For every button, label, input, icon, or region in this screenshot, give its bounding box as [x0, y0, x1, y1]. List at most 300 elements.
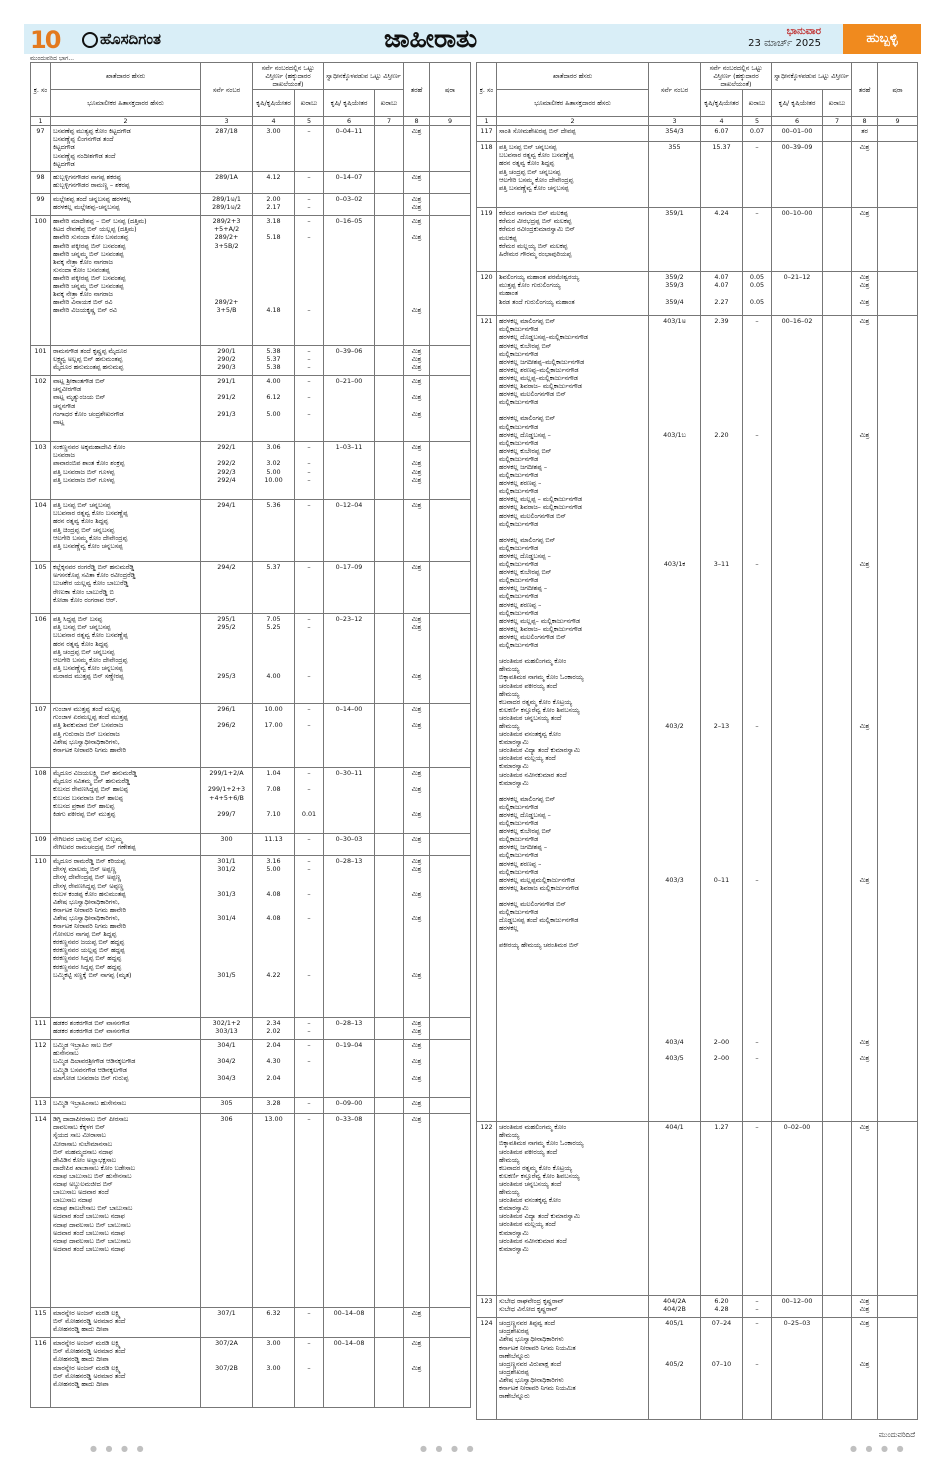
- table-row: [31, 1308, 471, 1338]
- col-header-kharab: ಖರಾಬು: [295, 90, 324, 117]
- acquired-area: 0–12–04: [324, 500, 375, 562]
- tree-type: ತರ: [852, 126, 878, 142]
- total-area: 3.00: [253, 126, 295, 172]
- row-number: 115: [31, 1308, 51, 1338]
- survey-number: 291/1 291/2 291/3: [201, 376, 253, 442]
- survey-number: 289/1ಅ/1 289/1ಅ/2: [201, 194, 253, 216]
- column-index-row: [31, 117, 471, 126]
- tree-type: ಮಿಶ್ರ ಮಿಶ್ರ: [404, 1338, 430, 1408]
- owner-names: ಶಿವಲಿಂಗಯ್ಯ ಮಹಾಂತ ಪರಮೇಶ್ವರಯ್ಯ ಮುತ್ತಪ್ಪ ಕೋಂ ಗುರುಲಿಂಗಯ್ಯ ಮಹಾಂತ ಶಿರಡ ತಂದೆ ಗುರುಲಿಂಗಯ್ಯ ಮಹಾಂತ: [497, 272, 649, 316]
- survey-number: 295/1 295/2 295/3: [201, 614, 253, 704]
- acquired-area: 0–17–09: [324, 562, 375, 614]
- total-area: 3.16 5.00 4.08 4.08 4.22: [253, 856, 295, 1018]
- tree-type: ಮಿಶ್ರ ಮಿಶ್ರ ಮಿಶ್ರ: [404, 346, 430, 376]
- continued-label: ಮುಂದುವರಿದ ಭಾಗ...: [30, 55, 75, 62]
- survey-number: 294/2: [201, 562, 253, 614]
- tree-type: ಮಿಶ್ರ: [852, 208, 878, 272]
- row-number: 107: [31, 704, 51, 768]
- tree-type: ಮಿಶ್ರ ಮಿಶ್ರ ಮಿಶ್ರ: [404, 1040, 430, 1098]
- row-number: 104: [31, 500, 51, 562]
- kharab-area: – – – –: [295, 442, 324, 500]
- owner-names: ಮಾರನ್ನೇರ ಅಂಜನ್ ಮರಡಿ ಲಕ್ಷ್ಮಿ ಬಿನ್ ಮೋಹನರಡ್ಡಿ ಅರಮಾರ ತಂದೆ ಮೋಹನರಡ್ಡಿ ಹಾದು ದೀಪಾ ಮಾರನ್ನೇರ ಅಂಜನ್ ಮರಡಿ ಲಕ್ಷ್ಮಿ ಬಿನ್ ಮೋಹನರಡ್ಡಿ ಅರಮಾರ ತಂದೆ ಮೋಹನರಡ್ಡಿ ಹಾದು ದೀಪಾ: [51, 1338, 201, 1408]
- owner-names: ಹರಳಕಲ್ಲ ಮಾಲಿಂಗಪ್ಪ ಬಿನ್ ಮಲ್ಲಿಕಾರ್ಜುನಗೌಡ ಹರಳಕಲ್ಲ ದೊಡ್ಡಬಸಪ್ಪ–ಮಲ್ಲಿಕಾರ್ಜುನಗೌಡ ಹರಳಕಲ್ಲ ಕುಬೇರಪ್ಪ ಬಿನ್ ಮಲ್ಲಿಕಾರ್ಜುನಗೌಡ ಹರಳಕಲ್ಲ ಜಗದೀಶಪ್ಪ–ಮಲ್ಲಿಕಾರ್ಜುನಗೌಡ ಹರಳಕಲ್ಲ ಶರಣಪ್ಪ–ಮಲ್ಲಿಕಾರ್ಜುನಗೌಡ ಹರಳಕಲ್ಲ ಮಲ್ಲಪ್ಪ–ಮಲ್ಲಿಕಾರ್ಜುನಗೌಡ ಹರಳಕಲ್ಲ ಶಿವರಾಜ– ಮಲ್ಲಿಕಾರ್ಜುನಗೌಡ ಹರಳಕಲ್ಲ ಮಲಲಿಂಗನಗೌಡ ಬಿನ್ ಮಲ್ಲಿಕಾರ್ಜುನಗೌಡ ಹರಳಕಲ್ಲ ಮಾಲಿಂಗಪ್ಪ ಬಿನ್ ಮಲ್ಲಿಕಾರ್ಜುನಗೌಡ ಹರಳಕಲ್ಲ ದೊಡ್ಡಬಸಪ್ಪ – ಮಲ್ಲಿಕಾರ್ಜುನಗೌಡ ಹರಳಕಲ್ಲ ಕುಬೇರಪ್ಪ ಬಿನ್ ಮಲ್ಲಿಕಾರ್ಜುನಗೌಡ ಹರಳಕಲ್ಲ ಜಗದೀಶಪ್ಪ – ಮಲ್ಲಿಕಾರ್ಜುನಗೌಡ ಹರಳಕಲ್ಲ ಶರಣಪ್ಪ – ಮಲ್ಲಿಕಾರ್ಜುನಗೌಡ ಹರಳಕಲ್ಲ ಮಲ್ಲಪ್ಪ – ಮಲ್ಲಿಕಾರ್ಜುನಗೌಡ ಹರಳಕಲ್ಲ ಶಿವರಾಜ– ಮಲ್ಲಿಕಾರ್ಜುನಗೌಡ ಹರಳಕಲ್ಲ ಮಲಲಿಂಗನಗೌಡ ಬಿನ್ ಮಲ್ಲಿಕಾರ್ಜುನಗೌಡ ಹರಳಕಲ್ಲ ಮಾಲಿಂಗಪ್ಪ ಬಿನ್ ಮಲ್ಲಿಕಾರ್ಜುನಗೌಡ ಹರಳಕಲ್ಲ ದೊಡ್ಡಬಸಪ್ಪ – ಮಲ್ಲಿಕಾರ್ಜುನಗೌಡ ಹರಳಕಲ್ಲ ಕುಬೇರಪ್ಪ ಬಿನ್ ಮಲ್ಲಿಕಾರ್ಜುನಗೌಡ ಹರಳಕಲ್ಲ ಜಗದೀಶಪ್ಪ – ಮಲ್ಲಿಕಾರ್ಜುನಗೌಡ ಹರಳಕಲ್ಲ ಶರಣಪ್ಪ – ಮಲ್ಲಿಕಾರ್ಜುನಗೌಡ ಹರಳಕಲ್ಲ ಮಲ್ಲಪ್ಪ– ಮಲ್ಲಿಕಾರ್ಜುನಗೌಡ ಹರಳಕಲ್ಲ ಶಿವರಾಜ– ಮಲ್ಲಿಕಾರ್ಜುನಗೌಡ ಹರಳಕಲ್ಲ ಮಲಲಿಂಗನಗೌಡ ಬಿನ್ ಮಲ್ಲಿಕಾರ್ಜುನಗೌಡ ಚರಂತಿಮಠ ಮಹಲಿಂಗಮ್ಮ ಕೋಂ ಹೇಮಯ್ಯ ಬಿಕ್ಕಾವತಿಮಠ ನಾಗಮ್ಮ ಕೋಂ ಓಂಕಾರಯ್ಯ ಚರಂತಿಮಠ ಪಕೀರಯ್ಯ ತಂದೆ ಹೇಮಯ್ಯ ಕಬವಾದರ ರತ್ನಮ್ಮ ಕೋಂ ಕೊಟ್ರಯ್ಯ ಕುಲಕರ್ಣಿ ಕಸ್ತೂರೆವ್ವ ಕೋಂ ಶಿವಬಸಯ್ಯ ಚರಂತಿಮಠ ಚನ್ನಬಸಯ್ಯ ತಂದೆ ಹೇಮಯ್ಯ ಚರಂತಿಮಠ ವಸಂತಕ್ಕವ್ವ ಕೋಂ ಕುಮಾರಸ್ವಾಮಿ ಚರಂತಿಮಠ ವಿದ್ಯಾ ತಂದೆ ಕುಮಾರಸ್ವಾಮಿ ಚರಂತಿಮಠ ಮಲ್ಲಯ್ಯ ತಂದೆ ಕುಮಾರಸ್ವಾಮಿ ಚರಂತಿಮಠ ನವೀನಕುಮಾರ ತಂದೆ ಕುಮಾರಸ್ವಾಮಿ ಹರಳಕಲ್ಲ ಮಾಲಿಂಗಪ್ಪ ಬಿನ್ ಮಲ್ಲಿಕಾರ್ಜುನಗೌಡ ಹರಳಕಲ್ಲ ದೊಡ್ಡಬಸಪ್ಪ – ಮಲ್ಲಿಕಾರ್ಜುನಗೌಡ ಹರಳಕಲ್ಲ ಕುಬೇರಪ್ಪ ಬಿನ್ ಮಲ್ಲಿಕಾರ್ಜುನಗೌಡ ಹರಳಕಲ್ಲ ಜಗದೀಶಪ್ಪ – ಮಲ್ಲಿಕಾರ್ಜುನಗೌಡ ಹರಳಕಲ್ಲ ಶರಣಪ್ಪ – ಮಲ್ಲಿಕಾರ್ಜುನಗೌಡ ಹರಳಕಲ್ಲ ಮಲ್ಲಪ್ಪಮಲ್ಲಿಕಾರ್ಜುನಗೌಡ ಹರಳಕಲ್ಲ ಶಿವರಾಜ ಮಲ್ಲಿಕಾರ್ಜುನಗೌಡ ಹರಳಕಲ್ಲ ಮಲಲಿಂಗನಗೌಡ ಬಿನ್ ಮಲ್ಲಿಕಾರ್ಜುನಗೌಡ ದೊಡ್ಡಬಸಪ್ಪ ತಂದೆ ಮಲ್ಲಿಕಾರ್ಜುನಗೌಡ ಹರಳಕಲ್ಲ ಪಕೀರಯ್ಯ ಹೇಮಯ್ಯ ಚರಂತಿಮಠ ಬಿನ್: [497, 316, 649, 1122]
- table-row: [31, 126, 471, 172]
- kharab-area: – –: [295, 1040, 324, 1098]
- kharab-area: – – – – –: [295, 856, 324, 1018]
- acquired-area: 1–03–11: [324, 442, 375, 500]
- total-area: 2.39 2.20 3–11 2–13 0–11 2–00 2–00: [701, 316, 743, 1122]
- row-number: 100: [31, 216, 51, 346]
- column-index: 5: [295, 117, 324, 126]
- acquired-kharab: [823, 1296, 852, 1318]
- tree-type: ಮಿಶ್ರ ಮಿಶ್ರ ಮಿಶ್ರ: [404, 216, 430, 346]
- remarks: [430, 500, 471, 562]
- total-area: 3.28: [253, 1098, 295, 1114]
- total-area: 2.04 4.30 2.04: [253, 1040, 295, 1098]
- column-index: 9: [430, 117, 471, 126]
- kharab-area: – –: [295, 1338, 324, 1408]
- table-row: [477, 316, 918, 1122]
- column-index: 8: [404, 117, 430, 126]
- acquired-area: 0–14–00: [324, 704, 375, 768]
- owner-names: ವಾಟ್ಲ ಶ್ರೀಕಾಂತಗೌಡ ಬಿನ್ ಚನ್ನವೀರಗೌಡ ವಾಟ್ಲ ಮೃತ್ಯುಂಜಯ ಬಿನ್ ಚನ್ನನಗೌಡ ಗಂಗಾಧರ ಕೋಂ ಚಂದ್ರಶೇಖರಗೌಡ ವಾಟ್ಲ: [51, 376, 201, 442]
- column-index: 9: [878, 117, 918, 126]
- tree-type: ಮಿಶ್ರ ಮಿಶ್ರ ಮಿಶ್ರ ಮಿಶ್ರ: [404, 442, 430, 500]
- tree-type: ಮಿಶ್ರ: [404, 834, 430, 856]
- remarks: [430, 1308, 471, 1338]
- table-row: [31, 768, 471, 834]
- total-area: 4.00 6.12 5.00: [253, 376, 295, 442]
- kharab-area: –: [295, 1308, 324, 1338]
- remarks: [430, 376, 471, 442]
- acquired-kharab: [823, 1122, 852, 1296]
- col-header-agri-acquire: ಕೃಷಿ/ ಕೃಷಿಯೇತರ: [772, 90, 823, 117]
- acquired-kharab: [375, 442, 404, 500]
- table-row: [31, 1018, 471, 1040]
- total-area: 4.24: [701, 208, 743, 272]
- row-number: 110: [31, 856, 51, 1018]
- print-registration-marks: ● ● ● ●: [420, 1444, 477, 1453]
- survey-number: 405/1 405/2: [649, 1318, 701, 1420]
- owner-names: ಬಮ್ಮಿಡಿ ಇಬ್ರಾಹಿಂಸಾಬ ಹುಸೇನಸಾಬ: [51, 1098, 201, 1114]
- column-index: 4: [253, 117, 295, 126]
- row-number: 118: [477, 142, 497, 208]
- acquired-area: 00–14–08: [324, 1308, 375, 1338]
- kharab-area: –: [295, 126, 324, 172]
- acquired-kharab: [375, 856, 404, 1018]
- row-number: 123: [477, 1296, 497, 1318]
- section-banner: ಜಾಹೀರಾತು: [384, 24, 478, 53]
- owner-names: ಪತ್ತಿ ಸಿದ್ದಪ್ಪ ಬಿನ್ ಬಸಪ್ಪ ಪತ್ತಿ ಬಸಪ್ಪ ಬಿನ್ ಚನ್ನಬಸಪ್ಪ ಬಬವನಾರ ರತ್ನವ್ವ ಕೋಂ ಬಸವಣ್ಣೆಪ್ಪ ಹರನ ರತ್ನವ್ವ ಕೋಂ ಶಿದ್ದಪ್ಪ ಪತ್ತಿ ಚಂದ್ರಪ್ಪ ಬಿನ್ ಚನ್ನಬಸಪ್ಪ ಆಲಗೇರಿ ಬಸಮ್ಮ ಕೋಂ ದೇವೇಂದ್ರಪ್ಪ ಪತ್ತಿ ಬಸವಣ್ಣೆವ್ವ ಕೋಂ ಚನ್ನಬಸಪ್ಪ ಮರಾಠದ ಮುತ್ತಪ್ಪ ಬಿನ್ ಸಣ್ಣೇರಪ್ಪ: [51, 614, 201, 704]
- table-row: [31, 442, 471, 500]
- col-header-area: ಸರ್ವೆ ನಂಬರದಲ್ಲಿನ ಒಟ್ಟು ವಿಸ್ತೀರ್ಣ (ಹಕ್ಕುದಾರರ ದಾಖಲೆಯಂತೆ): [253, 63, 324, 90]
- row-number: 102: [31, 376, 51, 442]
- acquired-kharab: [823, 316, 852, 1122]
- total-area: 2.00 2.17: [253, 194, 295, 216]
- owner-names: ಮಲ್ಲೇಶಪ್ಪ ತಂದೆ ಚನ್ನಬಸಪ್ಪ ಹರಳಕಲ್ಲ ಹರಳಕಲ್ಲ ಮಲ್ಲೇಶಪ್ಪ–ಚನ್ನಬಸಪ್ಪ: [51, 194, 201, 216]
- total-area: 6.07: [701, 126, 743, 142]
- tree-type: ಮಿಶ್ರ ಮಿಶ್ರ ಮಿಶ್ರ: [852, 272, 878, 316]
- acquired-area: 0–03–02: [324, 194, 375, 216]
- column-index: 8: [852, 117, 878, 126]
- owner-names: ಮೈದೂರ ವಿಜಯಲಕ್ಷ್ಮಿ ಬಿನ್ ಹನುಮರೆಡ್ಡಿ ಮೈದೂರ ಸವಿತಮ್ಮ ಬಿನ್ ಹನುಮರೆಡ್ಡಿ ಕುಬಸದ ರೇವಣಸಿದ್ದಪ್ಪ ಬಿನ್ ಹಾಲಪ್ಪ ಕುಬಸದ ಬಸವರಾಜ ಬಿನ್ ಹಾಲಪ್ಪ ಕುಬಸದ ಪ್ರಕಾಶ ಬಿನ್ ಹಾಲಪ್ಪ ಕಿಡಗು ಪಕೀರಪ್ಪ ಬಿನ್ ಮುತ್ತಪ್ಪ: [51, 768, 201, 834]
- col-header-remarks: ಷರಾ: [430, 63, 471, 117]
- owner-names: ಚಂದ್ರಣ್ಣನವರ ತಿಪ್ಪವ್ವ ತಂದೆ ಚಂದ್ರಶೇಖರಪ್ಪ ವಿಶೇಷ ಭೂಸ್ವಾಧೀನಾಧಿಕಾರಿಗಳು ಕರ್ನಾಟಕ ನೀರಾವರಿ ನಿಗಮ ನಿಯಮಿತ ರಾಣೇಬೆನ್ನೂರು ಚಂದ್ರಣ್ಣನವರ ವಿರುಪಾಕ್ಷ ತಂದೆ ಚಂದ್ರಶೇಖರಪ್ಪ ವಿಶೇಷ ಭೂಸ್ವಾಧೀನಾಧಿಕಾರಿಗಳು ಕರ್ನಾಟಕ ನೀರಾವರಿ ನಿಗಮ ನಿಯಮಿತ ರಾಣೇಬೆನ್ನೂರು: [497, 1318, 649, 1420]
- date: 23 ಮಾರ್ಚ್ 2025: [748, 38, 821, 49]
- tree-type: ಮಿಶ್ರ: [404, 562, 430, 614]
- kharab-area: –: [743, 1122, 772, 1296]
- acquired-area: 0–39–06: [324, 346, 375, 376]
- survey-number: 307/1: [201, 1308, 253, 1338]
- total-area: 3.06 3.02 5.00 10.00: [253, 442, 295, 500]
- table-row: [31, 500, 471, 562]
- total-area: 11.13: [253, 834, 295, 856]
- survey-number: 290/1 290/2 290/3: [201, 346, 253, 376]
- col-header-survey: ಸರ್ವೆ ನಂಬರ: [201, 63, 253, 117]
- row-number: 122: [477, 1122, 497, 1296]
- kharab-area: –: [295, 562, 324, 614]
- city-badge: ಹುಬ್ಬಳ್ಳಿ: [843, 24, 921, 54]
- owner-names: ಸಾಂತಿ ಸೋಮಶೇಖರಪ್ಪ ಬಿನ್ ದೇವಪ್ಪ: [497, 126, 649, 142]
- survey-number: 299/1+2/A 299/1+2+3 +4+5+6/B 299/7: [201, 768, 253, 834]
- column-index: 1: [477, 117, 497, 126]
- page-number: 10: [30, 26, 60, 54]
- col-header-agri: ಕೃಷಿ/ಕೃಷಿಯೇತರ: [253, 90, 295, 117]
- survey-number: 359/2 359/3 359/4: [649, 272, 701, 316]
- remarks: [878, 316, 918, 1122]
- remarks: [430, 562, 471, 614]
- total-area: 6.32: [253, 1308, 295, 1338]
- acquired-area: 0–28–13: [324, 856, 375, 1018]
- total-area: 15.37: [701, 142, 743, 208]
- total-area: 4.12: [253, 172, 295, 194]
- acquired-area: 00–16–02: [772, 316, 823, 1122]
- table-row: [477, 1122, 918, 1296]
- acquired-kharab: [375, 1018, 404, 1040]
- row-number: 113: [31, 1098, 51, 1114]
- table-row: [477, 126, 918, 142]
- owner-names: ಪತ್ತಿ ಬಸಪ್ಪ ಬಿನ್ ಚನ್ನಬಸಪ್ಪ ಬಬವನಾರ ರತ್ನವ್ವ ಕೋಂ ಬಸವಣ್ಣೆಪ್ಪ ಹರನ ರತ್ನವ್ವ ಕೋಂ ಶಿದ್ದಪ್ಪ ಪತ್ತಿ ಚಿಂದ್ರಪ್ಪ ಬಿನ್ ಚನ್ನಬಸಪ್ಪ ಆಲಗೇರಿ ಬಸಮ್ಮ ಕೋಂ ದೇವೇಂದ್ರಪ್ಪ ಪತ್ತಿ ಬಸವಣ್ಣೆವ್ವ ಕೋಂ ಚನ್ನಬಸಪ್ಪ: [51, 500, 201, 562]
- survey-number: 289/1A: [201, 172, 253, 194]
- acquired-kharab: [375, 194, 404, 216]
- column-index: 6: [772, 117, 823, 126]
- acquired-area: 0–09–00: [324, 1098, 375, 1114]
- tree-type: ಮಿಶ್ರ ಮಿಶ್ರ: [852, 1296, 878, 1318]
- survey-number: 403/1ಅ 403/1ಬ 403/1ಕ 403/2 403/3 403/4 403/5: [649, 316, 701, 1122]
- tree-type: ಮಿಶ್ರ ಮಿಶ್ರ ಮಿಶ್ರ ಮಿಶ್ರ ಮಿಶ್ರ ಮಿಶ್ರ ಮಿಶ್ರ: [852, 316, 878, 1122]
- table-row: [477, 208, 918, 272]
- tree-type: ಮಿಶ್ರ ಮಿಶ್ರ ಮಿಶ್ರ ಮಿಶ್ರ ಮಿಶ್ರ: [404, 856, 430, 1018]
- acquired-kharab: [375, 562, 404, 614]
- kharab-area: –: [295, 834, 324, 856]
- owner-names: ಪತ್ತಿ ಬಸಪ್ಪ ಬಿನ್ ಚನ್ನಬಸಪ್ಪ ಬಬವನಾರ ರತ್ನವ್ವ ಕೋಂ ಬಸವಣ್ಣೆಪ್ಪ ಹರನ ರತ್ನವ್ವ ಕೋಂ ಶಿದ್ದಪ್ಪ ಪತ್ತಿ ಚಂದ್ರಪ್ಪ ಬಿನ್ ಚನ್ನಬಸಪ್ಪ ಆಲಗೇರಿ ಬಸಮ್ಮ ಕೋಂ ದೇವೇಂದ್ರಪ್ಪ ಪತ್ತಿ ಬಸವಣ್ಣೆವ್ವ ಕೋಂ ಚನ್ನಬಸಪ್ಪ: [497, 142, 649, 208]
- row-number: 97: [31, 126, 51, 172]
- col-header-tree: ತರಹೆ: [852, 63, 878, 117]
- acquired-kharab: [375, 172, 404, 194]
- total-area: 4.07 4.07 2.27: [701, 272, 743, 316]
- tree-type: ಮಿಶ್ರ ಮಿಶ್ರ: [404, 194, 430, 216]
- remarks: [878, 1318, 918, 1420]
- acquired-kharab: [823, 1318, 852, 1420]
- remarks: [878, 1296, 918, 1318]
- row-number: 120: [477, 272, 497, 316]
- survey-number: 294/1: [201, 500, 253, 562]
- acquired-kharab: [375, 1040, 404, 1098]
- tree-type: ಮಿಶ್ರ ಮಿಶ್ರ ಮಿಶ್ರ: [404, 376, 430, 442]
- remarks: [430, 194, 471, 216]
- column-index: 7: [375, 117, 404, 126]
- kharab-area: – –: [295, 1018, 324, 1040]
- total-area: 2.34 2.02: [253, 1018, 295, 1040]
- acquired-area: 0–16–05: [324, 216, 375, 346]
- row-number: 119: [477, 208, 497, 272]
- tree-type: ಮಿಶ್ರ: [404, 500, 430, 562]
- tree-type: ಮಿಶ್ರ ಮಿಶ್ರ ಮಿಶ್ರ: [404, 768, 430, 834]
- kharab-area: – – –: [295, 376, 324, 442]
- row-number: 98: [31, 172, 51, 194]
- tree-type: ಮಿಶ್ರ ಮಿಶ್ರ: [852, 1318, 878, 1420]
- column-index: 7: [823, 117, 852, 126]
- kharab-area: – – –: [295, 346, 324, 376]
- col-header-holder: ಭೂಮಾಲೀಕರ ಹಿತಾಸಕ್ತದಾರರ ಹೆಸರು: [51, 90, 201, 117]
- table-row: [31, 1098, 471, 1114]
- kharab-area: – –: [743, 1296, 772, 1318]
- kharab-area: –: [295, 1114, 324, 1308]
- total-area: 3.00 3.00: [253, 1338, 295, 1408]
- row-number: 103: [31, 442, 51, 500]
- table-row: [477, 1318, 918, 1420]
- row-number: 116: [31, 1338, 51, 1408]
- total-area: 5.38 5.37 5.38: [253, 346, 295, 376]
- col-header-agri: ಕೃಷಿ/ಕೃಷಿಯೇತರ: [701, 90, 743, 117]
- tree-type: ಮಿಶ್ರ ಮಿಶ್ರ: [404, 704, 430, 768]
- kharab-area: –: [295, 500, 324, 562]
- row-number: 112: [31, 1040, 51, 1098]
- tree-type: ಮಿಶ್ರ: [404, 1098, 430, 1114]
- notice-table-right: [476, 62, 918, 1420]
- survey-number: 305: [201, 1098, 253, 1114]
- table-row: [31, 194, 471, 216]
- remarks: [878, 208, 918, 272]
- survey-number: 289/2+3 +5+A/2 289/2+ 3+5B/2 289/2+ 3+5/B: [201, 216, 253, 346]
- acquired-kharab: [823, 272, 852, 316]
- total-area: 7.05 5.25 4.00: [253, 614, 295, 704]
- owner-names: ಚರಂತಿಮಠ ಮಹಲಿಂಗಮ್ಮ ಕೋಂ ಹೇಮಯ್ಯ ಬಿಕ್ಕಾವತಿಮಠ ನಾಗಮ್ಮ ಕೋಂ ಓಂಕಾರಯ್ಯ ಚರಂತಿಮಠ ಪಕೀರಯ್ಯ ತಂದೆ ಹೇಮಯ್ಯ ಕಬವಾದರ ರತ್ನಮ್ಮ ಕೋಂ ಕೊಟ್ರಯ್ಯ ಕುಲಕರ್ಣಿ ಕಸ್ತೂರೆವ್ವ ಕೋಂ ಶಿವಬಸಯ್ಯ ಚರಂತಿಮಠ ಚನ್ನಬಸಯ್ಯ ತಂದೆ ಹೇಮಯ್ಯ ಚರಂತಿಮಠ ವಸಂತಕ್ಕವ್ವ ಕೋಂ ಕುಮಾರಸ್ವಾಮಿ ಚರಂತಿಮಠ ವಿದ್ಯಾ ತಂದೆ ಕುಮಾರಸ್ವಾಮಿ ಚರಂತಿಮಠ ಮಲ್ಲಯ್ಯ ತಂದೆ ಕುಮಾರಸ್ವಾಮಿ ಚರಂತಿಮಠ ನವೀನಕುಮಾರ ತಂದೆ ಕುಮಾರಸ್ವಾಮಿ: [497, 1122, 649, 1296]
- acquired-area: 0–30–11: [324, 768, 375, 834]
- row-number: 101: [31, 346, 51, 376]
- table-row: [31, 346, 471, 376]
- tree-type: ಮಿಶ್ರ ಮಿಶ್ರ: [404, 1018, 430, 1040]
- tree-type: ಮಿಶ್ರ: [404, 1308, 430, 1338]
- col-header-holder: ಭೂಮಾಲೀಕರ ಹಿತಾಸಕ್ತದಾರರ ಹೆಸರು: [497, 90, 649, 117]
- acquired-area: 00–14–08: [324, 1338, 375, 1408]
- tree-type: ಮಿಶ್ರ: [404, 172, 430, 194]
- kharab-area: – – 0.01: [295, 768, 324, 834]
- acquired-area: 0–04–11: [324, 126, 375, 172]
- table-row: [31, 172, 471, 194]
- remarks: [430, 856, 471, 1018]
- kharab-area: –: [295, 172, 324, 194]
- total-area: 10.00 17.00: [253, 704, 295, 768]
- col-header-tree: ತರಹೆ: [404, 63, 430, 117]
- survey-number: 302/1+2 303/13: [201, 1018, 253, 1040]
- survey-number: 404/1: [649, 1122, 701, 1296]
- owner-names: ಮಾರನ್ನೇರ ಅಂಜನ್ ಮರಡಿ ಲಕ್ಷ್ಮಿ ಬಿನ್ ಮೋಹನರಡ್ಡಿ ಅರಮಾರ ತಂದೆ ಮೋಹನರಡ್ಡಿ ಹಾದು ದೀಪಾ: [51, 1308, 201, 1338]
- acquired-kharab: [823, 208, 852, 272]
- survey-number: 292/1 292/2 292/3 292/4: [201, 442, 253, 500]
- acquired-kharab: [375, 216, 404, 346]
- row-number: 108: [31, 768, 51, 834]
- owner-names: ನೇಗಿಲವರ ಬಾಲಪ್ಪ ಬಿನ್ ಸುಬ್ಬಮ್ಮ ನೇಗಿಲವರ ರಾಮಚಂದ್ರಪ್ಪ ಬಿನ್ ಗಣೇಶಪ್ಪ: [51, 834, 201, 856]
- remarks: [430, 834, 471, 856]
- col-header-remarks: ಷರಾ: [878, 63, 918, 117]
- owner-names: ಸುಬೇಧ ರಾಘವೇಂದ್ರ ಕೃಷ್ಣರಾವ್ ಸುಬೇಧ ವಿನೋದ ಕೃಷ್ಣರಾವ್: [497, 1296, 649, 1318]
- row-number: 111: [31, 1018, 51, 1040]
- logo-mark-icon: [82, 32, 98, 48]
- masthead: [24, 24, 921, 54]
- header-row: [477, 63, 918, 90]
- column-index: 5: [743, 117, 772, 126]
- column-index: 3: [201, 117, 253, 126]
- acquired-kharab: [375, 704, 404, 768]
- owner-names: ಗುಂಜಾಳ ಮುತ್ತಪ್ಪ ತಂದೆ ಮಲ್ಲಪ್ಪ ಗುಂಜಾಳ ಏರಮಲ್ಲಪ್ಪ ತಂದೆ ಮುತ್ತಪ್ಪ ಪತ್ತಿ ಶಿವಕುಮಾರ ಬಿನ್ ಬಸವರಾಜ ಪತ್ತಿ ಗುರುರಾಜ ಬಿನ್ ಬಸವರಾಜ ವಿಶೇಷ ಭೂಸ್ವಾಧೀನಾಧಿಕಾರಿಗಳು, ಕರ್ನಾಟಕ ನೀರಾವರಿ ನಿಗಮ ಹಾವೇರಿ: [51, 704, 201, 768]
- tree-type: ಮಿಶ್ರ ಮಿಶ್ರ ಮಿಶ್ರ: [404, 614, 430, 704]
- acquired-area: 0–21–12: [772, 272, 823, 316]
- remarks: [430, 1040, 471, 1098]
- column-index: 2: [497, 117, 649, 126]
- acquired-kharab: [375, 376, 404, 442]
- column-index: 2: [51, 117, 201, 126]
- newspaper-name: [82, 30, 161, 48]
- survey-number: 304/1 304/2 304/3: [201, 1040, 253, 1098]
- col-header-sn: ಕ್ರ. ಸಂ: [31, 63, 51, 117]
- acquired-kharab: [375, 614, 404, 704]
- owner-names: ಬಸವಣೆಪ್ಪ ಮುತ್ಯಪ್ಪ ಕೋಂ ಕಿಟ್ಟದಗೌಡ ಬಸವಣ್ಣೆಪ್ಪ ಲಿಂಗನಗೌಡ ತಂದೆ ಕಿಟ್ಟದಗೌಡ ಬಸವಣ್ಣೆಪ್ಪ ನಂದೀಶಗೌಡ ತಂದೆ ಕಿಟ್ಟದಗೌಡ: [51, 126, 201, 172]
- owner-names: ಹಡಕರ ಶಂಕರಗೌಡ ಬಿನ್ ವಾಸನಗೌಡ ಹಡಕರ ಶಂಕರಗೌಡ ಬಿನ್ ವಾಸನಗೌಡ: [51, 1018, 201, 1040]
- remarks: [430, 614, 471, 704]
- remarks: [430, 172, 471, 194]
- kharab-area: – –: [295, 194, 324, 216]
- table-row: [31, 834, 471, 856]
- acquired-area: 00–39–09: [772, 142, 823, 208]
- remarks: [430, 346, 471, 376]
- acquired-kharab: [375, 768, 404, 834]
- owner-names: ಹಾವೇರಿ ಮಾದೇಶಪ್ಪ – ಬಿನ್ ಬಸಪ್ಪ (ದತ್ತಿಮ) ಕಿಟದ ರೇವಣೆಪ್ಪ ಬಿನ್ ಯಲ್ಲಪ್ಪ (ದತ್ತಿಮ) ಹಾವೇರಿ ಸುನಂದಾ ಕೋಂ ಬಸವಂತಪ್ಪ ಹಾವೇರಿ ಪಕ್ಕೀರಪ್ಪ ಬಿನ್ ಬಸವಂತಪ್ಪ ಹಾವೇರಿ ಚನ್ನಮ್ಮ ಬಿನ್ ಬಸವಂತಪ್ಪ ಶಿವಕ್ಕ ನೇತ್ರಾ ಕೋಂ ನಾಗರಾಜ ಸುನಂದಾ ಕೋಂ ಬಸವಂತಪ್ಪ ಹಾವೇರಿ ಪಕ್ಕೀರಪ್ಪ ಬಿನ್ ಬಸವಂತಪ್ಪ ಹಾವೇರಿ ಚನ್ನಮ್ಮ ಬಿನ್ ಬಸವಂತಪ್ಪ ಶಿವಕ್ಕ ನೇತ್ರಾ ಕೋಂ ನಾಗರಾಜ ಹಾವೇರಿ ವಿನಾಯಕ ಬಿನ್ ರವಿ ಹಾವೇರಿ ವಿಜಯಕೃಷ್ಣ ಬಿನ್ ರವಿ: [51, 216, 201, 346]
- table-row: [31, 856, 471, 1018]
- total-area: 5.37: [253, 562, 295, 614]
- continued-next-label: ಮುಂದುವರಿದಿದೆ: [878, 1431, 915, 1439]
- survey-number: 359/1: [649, 208, 701, 272]
- kharab-area: –: [295, 1098, 324, 1114]
- kharab-area: – –: [295, 704, 324, 768]
- owner-names: ಡಿಗ್ಗಿ ದಾದಾಪೀರಸಾಬ ಬಿನ್ ಪೀರಸಾಬ ದಾವಲಸಾಬ ಕೆಕ್ಕಳಗ ಬಿನ್ ಸೈಯದ ಸಾಬ ಮೀರಾಸಾಬ ಮೀರಾಸಾಬ ಸುಲೇಮಾನಸಾಬ ಬಿನ್ ಮಹಮ್ಮದಸಾಬ ನದಾಫ ಡೇವಿಡಿನ ಕೋಂ ಅಲ್ಲಾಭಕ್ಷಸಾಬ ದಾದೇಪಿರ ಖಾಜಾಸಾಬ ಕೋಂ ಬಡೇಸಾಬ ನದಾಫ ಬಾಬುಸಾಬ ಬಿನ್ ಹುಸೇನಸಾಬ ನದಾಫ ಅಬ್ದುಲಮಜೀದ ಬಿನ್ ಬಾಬುಸಾಬ ಅದವಾರ ತಂದೆ ಬಾಬುಸಾಬ ನದಾಫ ನದಾಫ ಶಾಬಲೇಸಾಬ ಬಿನ್ ಬಾಬುಸಾಬ ಅದವಾರ ತಂದೆ ಬಾಬುಸಾಬ ನದಾಫ ನದಾಫ ದಾವಲಸಾಬ ಬಿನ್ ಬಾಬುಸಾಬ ಅದವಾರ ತಂದೆ ಬಾಬುಸಾಬ ನದಾಫ ನದಾಫ ದಾವಲಸಾಬ ಬಿನ್ ಬಾಬುಸಾಬ ಅದವಾರ ತಂದೆ ಬಾಬುಸಾಬ ನದಾಫ: [51, 1114, 201, 1308]
- kharab-area: –: [743, 142, 772, 208]
- acquired-kharab: [375, 1098, 404, 1114]
- date-block: [748, 26, 821, 50]
- acquired-kharab: [375, 1338, 404, 1408]
- table-row: [31, 216, 471, 346]
- owner-names: ರಾಮನಗೌಡ ತಂದೆ ಕೃಷ್ಣಪ್ಪ ಮೈದೂರ ಲಕ್ಷ್ಮವ್ವ ಅಲ್ಲಪ್ಪ ಬಿನ್ ಹನುಮಂತಪ್ಪ ಮೈದೂರ ಹನುಮಂತಪ್ಪ ಹನುಮಪ್ಪ: [51, 346, 201, 376]
- col-header-owner: ಖಾತೆದಾರರ ಹೆಸರು: [51, 63, 201, 90]
- acquired-kharab: [375, 126, 404, 172]
- acquired-area: 00–01–00: [772, 126, 823, 142]
- col-header-owner: ಖಾತೆದಾರರ ಹೆಸರು: [497, 63, 649, 90]
- total-area: 3.18 5.18 4.18: [253, 216, 295, 346]
- row-number: 99: [31, 194, 51, 216]
- survey-number: 306: [201, 1114, 253, 1308]
- acquired-area: 0–33–08: [324, 1114, 375, 1308]
- survey-number: 307/2A 307/2B: [201, 1338, 253, 1408]
- table-row: [477, 272, 918, 316]
- acquired-area: 0–23–12: [324, 614, 375, 704]
- remarks: [430, 442, 471, 500]
- col-header-sn: ಕ್ರ. ಸಂ: [477, 63, 497, 117]
- owner-names: ಸಂಕಣ್ಣನವರ ಅಕ್ಕಮಹಾದೇವಿ ಕೋಂ ಬಸವರಾಜ ಪಾವಾರಂಬಿಪ ಶಾಂತ ಕೋಂ ಶಂಕ್ರಪ್ಪ ಪತ್ತಿ ಬಸವರಾಜ ಬಿನ್ ಗೂಳಪ್ಪ ಪತ್ತಿ ಬಸವರಾಜ ಬಿನ್ ಗೂಳಪ್ಪ: [51, 442, 201, 500]
- acquired-area: 0–25–03: [772, 1318, 823, 1420]
- remarks: [878, 126, 918, 142]
- remarks: [430, 126, 471, 172]
- row-number: 106: [31, 614, 51, 704]
- remarks: [878, 272, 918, 316]
- remarks: [430, 1018, 471, 1040]
- survey-number: 404/2A 404/2B: [649, 1296, 701, 1318]
- kharab-area: – –: [743, 1318, 772, 1420]
- total-area: 07–24 07–10: [701, 1318, 743, 1420]
- survey-number: 354/3: [649, 126, 701, 142]
- remarks: [430, 1114, 471, 1308]
- col-header-area: ಸರ್ವೆ ನಂಬರದಲ್ಲಿನ ಒಟ್ಟು ವಿಸ್ತೀರ್ಣ (ಹಕ್ಕುದಾರರ ದಾಖಲೆಯಂತೆ): [701, 63, 772, 90]
- owner-names: ಕರೆಮರ ನಾಗರಾಜ ಬಿನ್ ಮಲಕಪ್ಪ ಕರೆಮರ ವೀರಭದ್ರಪ್ಪ ಬಿನ್ ಮಲಕಪ್ಪ ಕರೆಮರ ರವೀಂದ್ರಕುಮಾರಸ್ವಾಮಿ ಬಿನ್ ಮಲಕಪ್ಪ ಕರೆಮರ ಮಲ್ಲಯ್ಯ ಬಿನ್ ಮಲಕಪ್ಪ ಹಿರೇಮರ ಗೌರಮ್ಮ ರಂಭಾಪುರಿಯಪ್ಪ: [497, 208, 649, 272]
- acquired-kharab: [375, 1308, 404, 1338]
- acquired-area: 0–21–00: [324, 376, 375, 442]
- row-number: 121: [477, 316, 497, 1122]
- kharab-area: –: [743, 208, 772, 272]
- total-area: 13.00: [253, 1114, 295, 1308]
- tree-type: ಮಿಶ್ರ: [852, 142, 878, 208]
- column-index: 1: [31, 117, 51, 126]
- column-index: 4: [701, 117, 743, 126]
- print-registration-marks: ● ● ● ●: [850, 1444, 907, 1453]
- col-header-survey: ಸರ್ವೆ ನಂಬರ: [649, 63, 701, 117]
- remarks: [430, 704, 471, 768]
- row-number: 117: [477, 126, 497, 142]
- remarks: [430, 1098, 471, 1114]
- table-row: [31, 376, 471, 442]
- acquired-area: 00–10–00: [772, 208, 823, 272]
- remarks: [430, 1338, 471, 1408]
- total-area: 1.04 7.08 7.10: [253, 768, 295, 834]
- remarks: [878, 142, 918, 208]
- acquired-area: 0–28–13: [324, 1018, 375, 1040]
- tree-type: ಮಿಶ್ರ: [404, 1114, 430, 1308]
- acquired-kharab: [823, 142, 852, 208]
- tree-type: ಮಿಶ್ರ: [852, 1122, 878, 1296]
- table-row: [31, 614, 471, 704]
- total-area: 6.20 4.28: [701, 1296, 743, 1318]
- newspaper-title: ಹೊಸದಿಗಂತ: [100, 30, 161, 48]
- survey-number: 355: [649, 142, 701, 208]
- total-area: 1.27: [701, 1122, 743, 1296]
- owner-names: ಮೈದೂರ ರಾಮರೆಡ್ಡಿ ಬಿನ್ ಕರಿಯಪ್ಪ ದೇಸಳ್ಳ ಮಾಲಮ್ಮ ಬಿನ್ ಅಪ್ಪಣ್ಣ ದೇಸಳ್ಳ ದೇವೇಂದ್ರಪ್ಪ ಬಿನ್ ಅಪ್ಪಣ್ಣ ದೇಸಳ್ಳ ರೇವಣಸಿದ್ದಪ್ಪ ಬಿನ್ ಅಪ್ಪಣ್ಣ ಕಂಬಳ ಕಂಡಪ್ಪ ಕೋಂ ಹನುಮಂತಪ್ಪ ವಿಶೇಷ ಭೂಸ್ವಾಧೀನಾಧಿಕಾರಿಗಳು, ಕರ್ನಾಟಕ ನೀರಾವರಿ ನಿಗಮ ಹಾವೇರಿ ವಿಶೇಷ ಭೂಸ್ವಾಧೀನಾಧಿಕಾರಿಗಳು, ಕರ್ನಾಟಕ ನೀರಾವರಿ ನಿಗಮ ಹಾವೇರಿ ಗೋಸಲರ ನಾಗಪ್ಪ ಬಿನ್ ಶಿದ್ದಪ್ಪ ಕರಕಣ್ಣನವರ ಜಯಪ್ಪ ಬಿನ್ ಹದ್ದಪ್ಪ ಕರಕಣ್ಣನವರ ಯಲ್ಲಪ್ಪ ಬಿನ್ ಹದ್ದಪ್ಪ ಕರಕಣ್ಣನವರ ಸಿದ್ದಪ್ಪ ಬಿನ್ ಹದ್ದಪ್ಪ ಕರಕಣ್ಣನವರ ಸಿದ್ದಪ್ಪ ಬಿನ್ ಹದ್ದಪ್ಪ ಬಮ್ಮಿಕಟ್ಟಿ ಸಣ್ಣಕ್ಕೆ ಬಿನ್ ನಾಗಪ್ಪ (ಮೃತ): [51, 856, 201, 1018]
- owner-names: ಹುಬ್ಬಳ್ಳಿಗನಗೌಡರ ನಾಗಪ್ಪ ಶಕರಪ್ಪ ಹುಬ್ಬಳ್ಳಿಗನಗೌಡರ ರಾಮಣ್ಣ – ಶಕರಪ್ಪ: [51, 172, 201, 194]
- notice-table-left: [30, 62, 471, 1408]
- kharab-area: – – – – – – –: [743, 316, 772, 1122]
- column-index-row: [477, 117, 918, 126]
- kharab-area: – – –: [295, 216, 324, 346]
- acquired-kharab: [375, 346, 404, 376]
- survey-number: 287/18: [201, 126, 253, 172]
- row-number: 109: [31, 834, 51, 856]
